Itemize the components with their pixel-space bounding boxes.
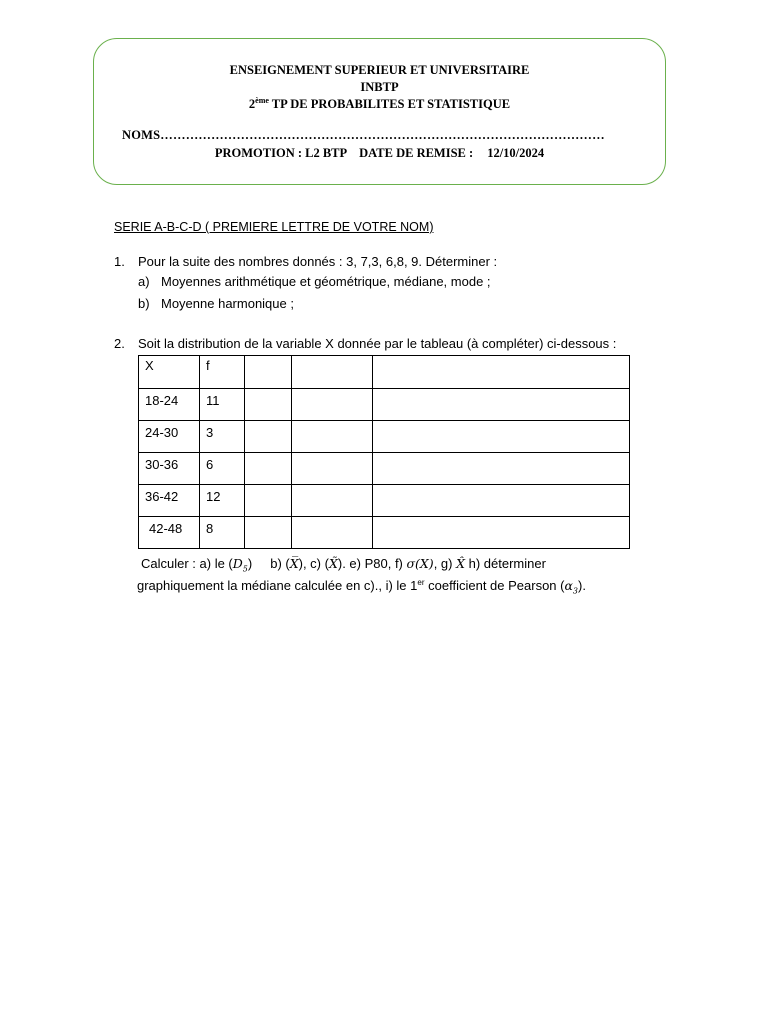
- table-cell: [292, 389, 373, 421]
- table-cell: [245, 517, 292, 549]
- serie-heading: SERIE A-B-C-D ( PREMIERE LETTRE DE VOTRE NOM): [114, 220, 434, 234]
- table-header-cell: [373, 356, 630, 389]
- table-cell: [373, 389, 630, 421]
- table-row: [139, 517, 630, 549]
- table-header-cell: [292, 356, 373, 389]
- table-header-row: [139, 356, 630, 389]
- calculation-instructions-line-1: Calculer : a) le $(D_5)$ b) (X̅), c) (X̃). e) P80, f) σ(X), g) X̂ h) déterminer: [141, 556, 546, 574]
- question-1-text: Pour la suite des nombres donnés : 3, 7,3, 6,8, 9. Déterminer :: [138, 254, 498, 269]
- table-cell: [245, 485, 292, 517]
- question-1b-text: Moyenne harmonique ;: [161, 296, 294, 311]
- table-cell: 8: [200, 517, 245, 549]
- table-row: [139, 421, 630, 453]
- names-field: NOMS……………………………………………………………………………………………: [122, 128, 605, 142]
- tp-title: 2ème TP DE PROBABILITES ET STATISTIQUE: [248, 96, 511, 111]
- date-label: DATE DE REMISE :: [359, 146, 474, 160]
- table-cell: 36-42: [139, 485, 200, 517]
- table-header-cell: X: [139, 356, 200, 389]
- table-cell: 3: [200, 421, 245, 453]
- table-cell: 18-24: [139, 389, 200, 421]
- table-cell: [373, 485, 630, 517]
- table-cell: [245, 453, 292, 485]
- school-name: INBTP: [360, 80, 399, 94]
- question-2-text: Soit la distribution de la variable X donnée par le tableau (à compléter) ci-dessous :: [138, 336, 617, 351]
- question-2-number: 2.: [114, 336, 125, 351]
- table-cell: [292, 453, 373, 485]
- table-cell: 11: [200, 389, 245, 421]
- distribution-table: [138, 355, 630, 549]
- table-cell: [292, 485, 373, 517]
- table-header-cell: [245, 356, 292, 389]
- table-cell: 6: [200, 453, 245, 485]
- promotion-line: [94, 146, 665, 161]
- table-cell: [245, 421, 292, 453]
- table-row: [139, 389, 630, 421]
- table-cell: 12: [200, 485, 245, 517]
- table-cell: [245, 389, 292, 421]
- table-header-cell: f: [200, 356, 245, 389]
- header-box: [93, 38, 666, 185]
- table-row: [139, 485, 630, 517]
- calculation-instructions-line-2: graphiquement la médiane calculée en c)., i) le 1er coefficient de Pearson $(\alpha_3)$.: [137, 578, 586, 596]
- table-cell: [373, 453, 630, 485]
- table-cell: [373, 517, 630, 549]
- question-1a-text: Moyennes arithmétique et géométrique, médiane, mode ;: [161, 274, 491, 289]
- question-1b-label: b): [138, 296, 150, 311]
- institution-title: ENSEIGNEMENT SUPERIEUR ET UNIVERSITAIRE: [229, 63, 530, 77]
- table-cell: 42-48: [139, 517, 200, 549]
- table-cell: 24-30: [139, 421, 200, 453]
- table-cell: [373, 421, 630, 453]
- table-cell: [292, 517, 373, 549]
- question-1-number: 1.: [114, 254, 125, 269]
- promotion-label: PROMOTION : L2 BTP: [214, 146, 348, 160]
- table-row: [139, 453, 630, 485]
- question-1a-label: a): [138, 274, 150, 289]
- table-cell: 30-36: [139, 453, 200, 485]
- table-cell: [292, 421, 373, 453]
- date-value: 12/10/2024: [487, 146, 545, 160]
